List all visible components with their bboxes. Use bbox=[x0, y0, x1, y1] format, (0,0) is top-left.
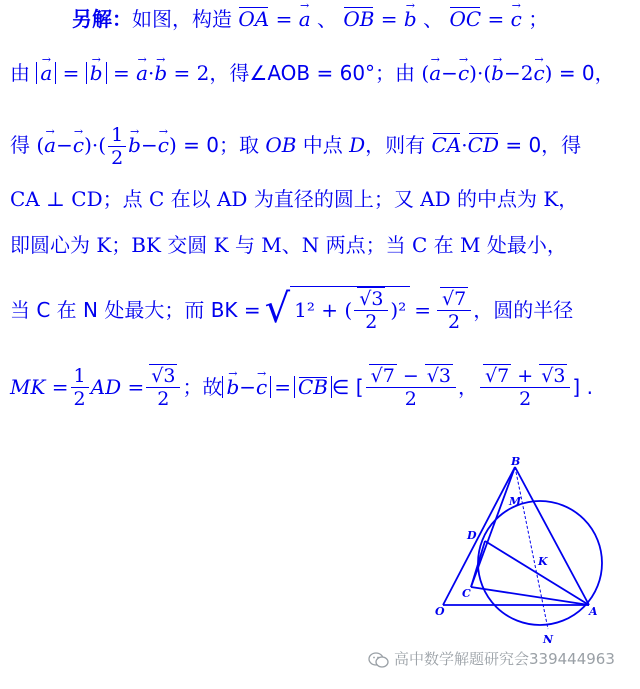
solution-line-7: MK = $\frac{1}{2}$ AD = √ $\frac{3}{2}$ ；故 b →−c → = CB ∈ [ √ $\frac{7 - √ 3}{2}$ ， √ $\frac{7 + √ 3}{2}$ ] . bbox=[10, 364, 593, 410]
label-o: O bbox=[435, 605, 445, 618]
watermark bbox=[368, 648, 615, 669]
segment-ca bbox=[471, 587, 589, 605]
label-b: B bbox=[511, 455, 521, 468]
bk-sqrt: √ 1² + ( √ $\frac{3}{2}$ )² bbox=[265, 286, 411, 333]
solution-line-6: 当 C 在 N 处最大；而 BK = √ 1² + ( √ $\frac{3}{2}$ )² = √ $\frac{7}{2}$ ，圆的半径 bbox=[10, 286, 573, 333]
segment-ab bbox=[515, 467, 589, 605]
solution-line-1: 另解：如图，构造 OA = a → 、 OB = b → 、 OC = c → ； bbox=[72, 6, 548, 32]
geometry-figure bbox=[425, 455, 625, 655]
label-n: N bbox=[543, 633, 554, 646]
solution-line-2: 由 a → = b → = a →·b → = 2，得∠AOB = 60°；由 (a →−c →)·(b →−2c →) = 0， bbox=[10, 60, 615, 86]
segment-ad bbox=[485, 541, 589, 605]
label-m: M bbox=[509, 495, 522, 508]
solution-line-5: 即圆心为 K；BK 交圆 K 与 M、N 两点；当 C 在 M 处最小， bbox=[10, 233, 567, 257]
label-a: A bbox=[589, 605, 598, 618]
solution-line-3: 得 (a →−c →)·( $\frac{1}{2}$ b →−c →) = 0；取 OB 中点 D，则有 CA·CD = 0，得 bbox=[10, 124, 581, 169]
segment-ob bbox=[443, 467, 515, 605]
label-d: D bbox=[467, 529, 477, 542]
wechat-icon bbox=[368, 651, 390, 669]
label-c: C bbox=[462, 587, 471, 600]
solution-line-4: CA ⊥ CD；点 C 在以 AD 为直径的圆上；又 AD 的中点为 K， bbox=[10, 187, 579, 211]
label-k: K bbox=[538, 555, 548, 568]
segment-cb bbox=[471, 467, 515, 587]
solution-heading: 另解： bbox=[72, 7, 132, 31]
watermark-text: 高中数学解题研究会339444963 bbox=[394, 650, 615, 668]
